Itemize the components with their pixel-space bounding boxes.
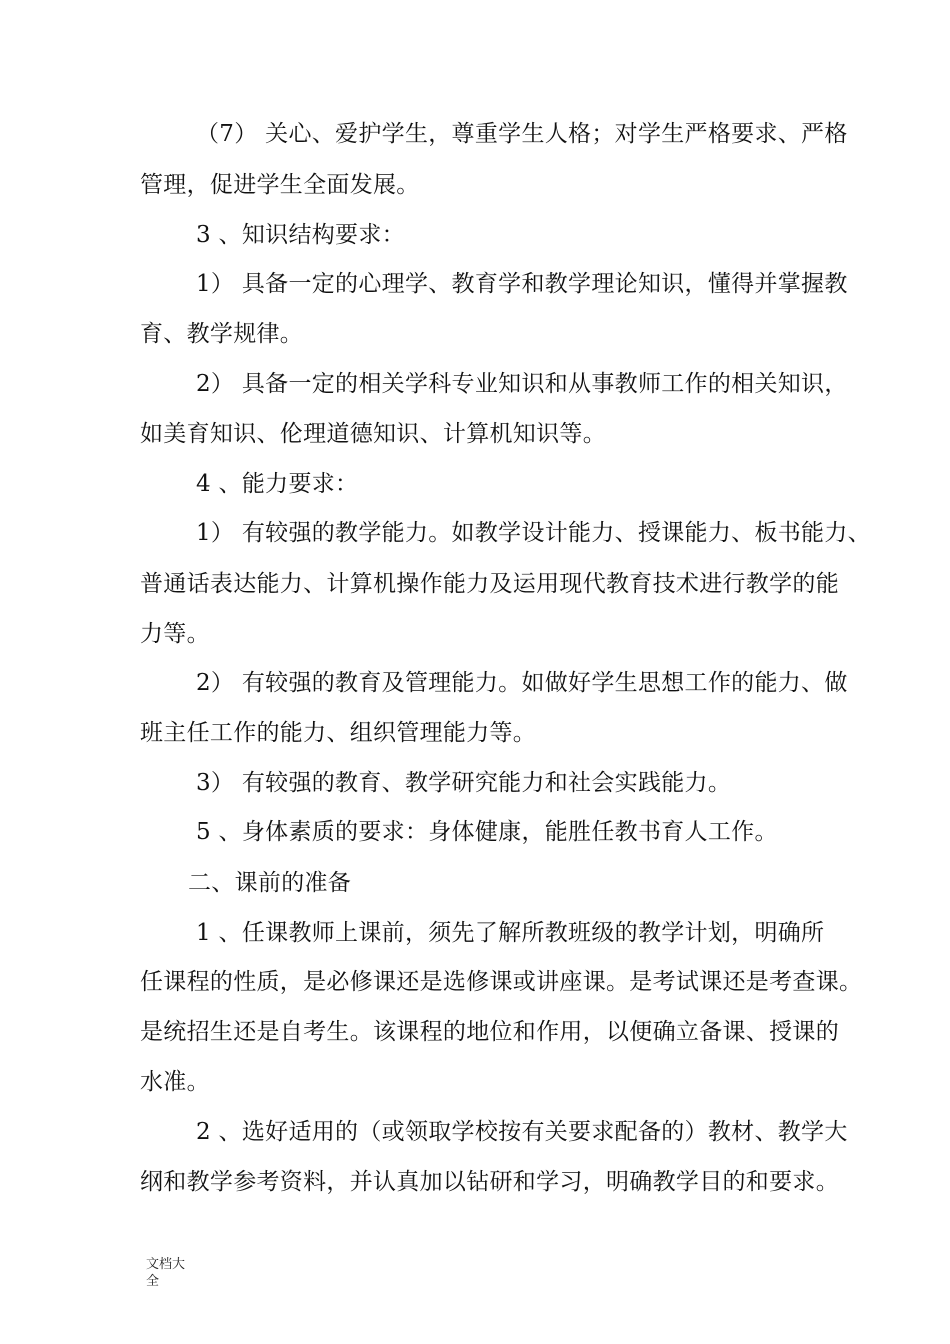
text-line: 2 、选好适用的（或领取学校按有关要求配备的）教材、教学大 bbox=[196, 1119, 848, 1145]
text-line: 水准。 bbox=[140, 1069, 210, 1095]
text-line: 力等。 bbox=[140, 621, 210, 647]
text-line: （7） 关心、爱护学生，尊重学生人格；对学生严格要求、严格 bbox=[196, 121, 848, 147]
section-heading: 二、课前的准备 bbox=[188, 870, 352, 896]
section-heading: 3 、知识结构要求： bbox=[196, 222, 405, 248]
text-line: 管理，促进学生全面发展。 bbox=[140, 172, 420, 198]
text-line: 2） 具备一定的相关学科专业知识和从事教师工作的相关知识， bbox=[196, 371, 848, 397]
text-line: 班主任工作的能力、组织管理能力等。 bbox=[140, 720, 537, 746]
text-line: 纲和教学参考资料，并认真加以钻研和学习，明确教学目的和要求。 bbox=[140, 1169, 839, 1195]
footer-label: 文档大全 bbox=[146, 1257, 186, 1289]
text-line: 2） 有较强的教育及管理能力。如做好学生思想工作的能力、做 bbox=[196, 670, 848, 696]
text-line: 是统招生还是自考生。该课程的地位和作用，以便确立备课、授课的 bbox=[140, 1019, 839, 1045]
text-line: 1 、任课教师上课前，须先了解所教班级的教学计划，明确所 bbox=[196, 920, 825, 946]
text-line: 育、教学规律。 bbox=[140, 321, 304, 347]
section-heading: 4 、能力要求： bbox=[196, 471, 359, 497]
text-line: 如美育知识、伦理道德知识、计算机知识等。 bbox=[140, 421, 606, 447]
text-line: 1） 具备一定的心理学、教育学和教学理论知识，懂得并掌握教 bbox=[196, 271, 848, 297]
text-line: 1） 有较强的教学能力。如教学设计能力、授课能力、板书能力、 bbox=[196, 520, 871, 546]
section-heading: 5 、身体素质的要求：身体健康，能胜任教书育人工作。 bbox=[196, 819, 778, 845]
text-line: 普通话表达能力、计算机操作能力及运用现代教育技术进行教学的能 bbox=[140, 571, 839, 597]
text-line: 任课程的性质，是必修课还是选修课或讲座课。是考试课还是考查课。 bbox=[140, 969, 863, 995]
text-line: 3） 有较强的教育、教学研究能力和社会实践能力。 bbox=[196, 770, 732, 796]
